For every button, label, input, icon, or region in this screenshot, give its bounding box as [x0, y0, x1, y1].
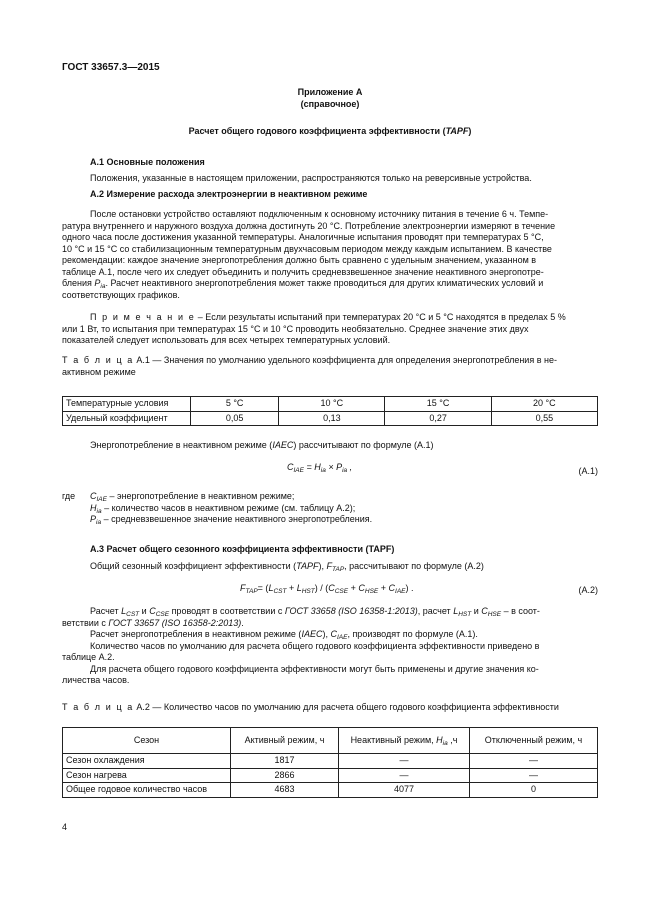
table-row: Сезон нагрева 2866 — — [63, 768, 598, 783]
list-item: $C_{IAE}$ – энергопотребление в неактивном режиме; [90, 491, 295, 503]
note-block: П р и м е ч а н и е – Если результаты испытаний при температурах 20 °С и 5 °С находятся в пределах 5 % или 1 Вт, то испытания при температурах 15 °С и 10 °С проводить необязательно. Среднее значение этих двух показателей следует использовать для всех четырех температурных условий. [62, 312, 566, 345]
section-a2-heading: А.2 Измерение расхода электроэнергии в неактивном режиме [90, 189, 368, 199]
page-number: 4 [62, 822, 68, 832]
appendix-subtitle: (справочное) [300, 99, 360, 109]
where-label: где [62, 491, 76, 501]
section-a3-intro: Общий сезонный коэффициент эффективности (TAPF), $F_{TAP}$, рассчитывают по формуле (А.2) [90, 561, 484, 573]
section-a2-paragraph: После остановки устройство оставляют подключенным к основному источнику питания в течение 6 ч. Темпе- ратура внутреннего и наружного воздуха должна достигнуть 20 °С. Потребление электроэнергии измеряют в течение одного часа после достижения указанной температуры. Аналогичные испытания проводят при температурах 5 °С, 10 °С и 15 °С со стабилизационным температурным двухчасовым периодом между каждым испытанием. В качестве рекомендации: каждое значение энергопотребления должно быть сравнено с удельным значением, указанном в таблице А.1, после чего их следует объединить и получить средневзвешенное значение неактивного энергопотре- бления $P_{ia}$. Расчет неактивного энергопотребления может также проводиться для других климатических условий и соответствующих графиков. [62, 209, 556, 300]
formula2: $F_{TAP}= (L_{CST} + L_{HST}) / (C_{CSE} + C_{HSE} + C_{IAE})$ . [240, 583, 414, 595]
section-a1-text: Положения, указанные в настоящем приложении, распространяются только на реверсивные устройства. [90, 173, 532, 183]
table-row: Удельный коэффициент 0,05 0,13 0,27 0,55 [63, 411, 598, 426]
table-header-row: Сезон Активный режим, ч Неактивный режим, $H_{ia}$ ,ч Отключенный режим, ч [63, 728, 598, 754]
table2 [62, 727, 598, 798]
appendix-heading: Расчет общего годового коэффициента эффективности (TAPF) [188, 126, 472, 136]
table1 [62, 396, 598, 426]
formula1: $C_{IAE} = H_{ia} \times P_{ia}$ , [287, 462, 353, 474]
formula1-number: (А.1) [578, 466, 598, 476]
section-a1-heading: А.1 Основные положения [90, 157, 205, 167]
table-row: Общее годовое количество часов 4683 4077 0 [63, 783, 598, 798]
list-item: $P_{ia}$ – средневзвешенное значение неактивного энергопотребления. [90, 514, 373, 526]
section-a3-heading: А.3 Расчет общего сезонного коэффициента эффективности (TAPF) [90, 544, 395, 554]
list-item: $H_{ia}$ – количество часов в неактивном режиме (см. таблицу А.2); [90, 502, 356, 515]
where-list [90, 491, 372, 526]
formula1-intro: Энергопотребление в неактивном режиме (IAEC) рассчитывают по формуле (А.1) [90, 440, 434, 450]
appendix-title: Приложение А [297, 87, 363, 97]
note-label: П р и м е ч а н и е [90, 312, 196, 322]
formula2-number: (А.2) [578, 585, 598, 595]
table1-caption: Т а б л и ц а А.1 — Значения по умолчанию удельного коэффициента для определения энергопотребления в не- активном режиме [62, 355, 557, 377]
section-a3-paragraph: Расчет $L_{CST}$ и $C_{CSE}$ проводят в соответствии с ГОСТ 33658 (ISO 16358-1:2013), расчет $L_{HST}$ и $C_{HSE}$ – в соот- ветствии с ГОСТ 33657 (ISO 16358-2:2013). Расчет энергопотребления в неактивном режиме (IAEC), $C_{IAE}$, производят по формуле (А.1). Количество часов по умолчанию для расчета общего годового коэффициента эффективности приведено в таблице А.2. Для расчета общего годового коэффициента эффективности могут быть применены и другие значения ко- личества часов. [62, 606, 540, 685]
table-row: Температурные условия 5 °С 10 °С 15 °С 20 °С [63, 397, 598, 412]
table-row: Сезон охлаждения 1817 — — [63, 754, 598, 769]
table2-caption: Т а б л и ц а А.2 — Количество часов по умолчанию для расчета общего годового коэффициента эффективности [62, 702, 559, 712]
document-code: ГОСТ 33657.3—2015 [62, 62, 160, 73]
